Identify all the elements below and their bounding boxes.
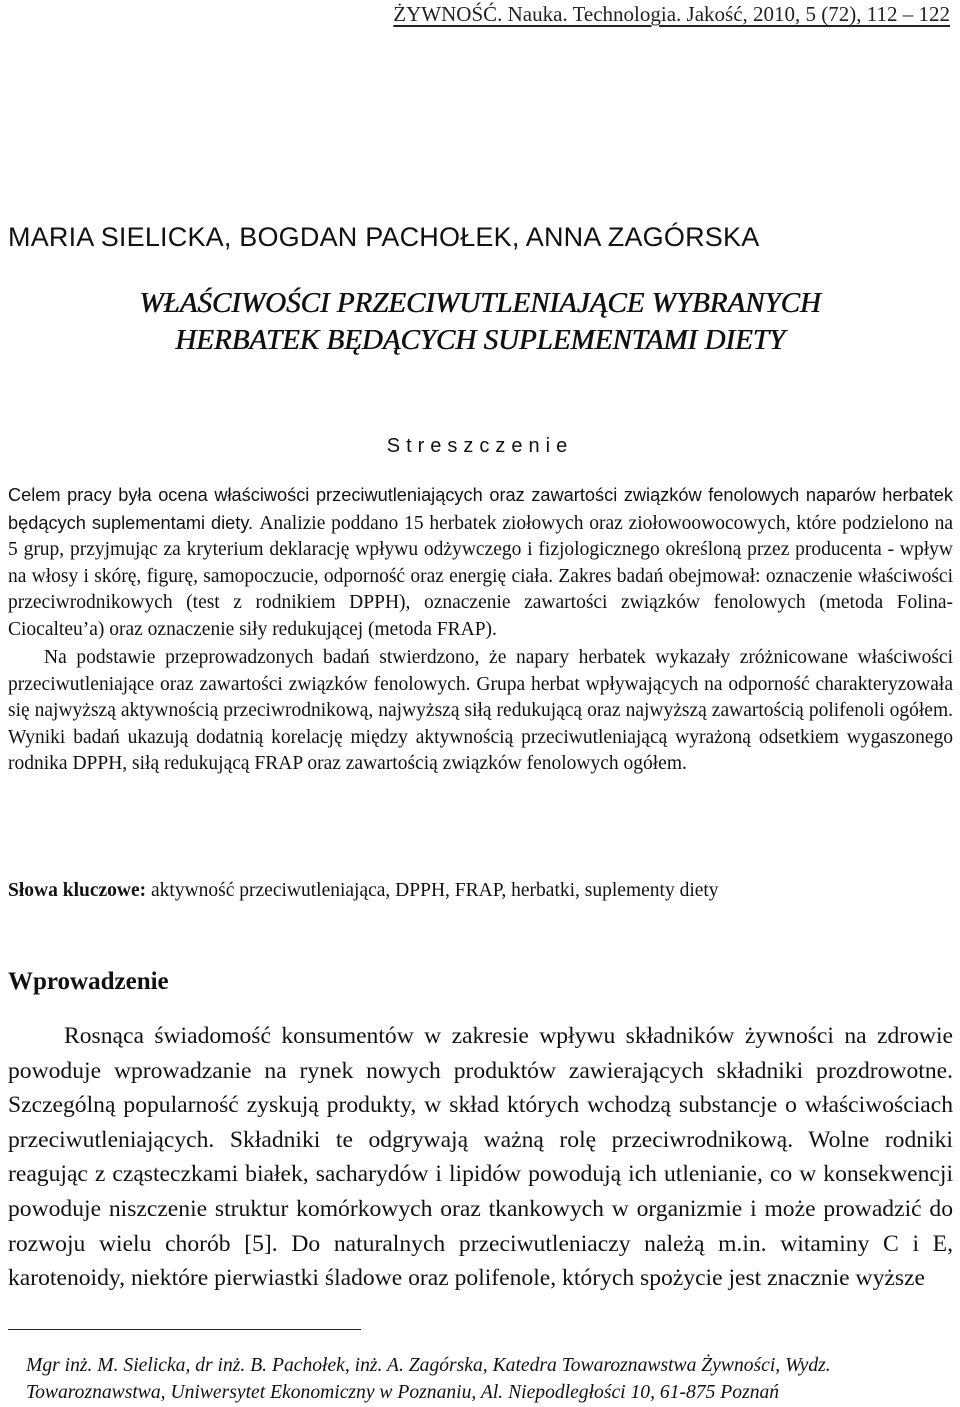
keywords-label: Słowa kluczowe: — [8, 880, 147, 901]
abstract-heading: Streszczenie — [386, 435, 574, 457]
authors: MARIA SIELICKA, BOGDAN PACHOŁEK, ANNA ZAGÓRSKA — [8, 222, 760, 252]
title-line-1: WŁAŚCIWOŚCI PRZECIWUTLENIAJĄCE WYBRANYCH — [139, 287, 821, 319]
intro-paragraph: Rosnąca świadomość konsumentów w zakresie wpływu składników żywności na zdrowie powoduje wprowadzanie na rynek nowych produktów zawierających składniki prozdrowotne. Szczególną popularność zyskują produkty, w skład których wchodzą substancje o właściwościach przeciwutleniających. Składniki te odgrywają ważną rolę przeciwrodnikową. Wolne rodniki reagując z cząsteczkami białek, sacharydów i lipidów powodują ich utlenianie, co w konsekwencji powoduje niszczenie struktur komórkowych oraz tkankowych w organizmie i może prowadzić do rozwoju wielu chorób [5]. Do naturalnych przeciwutleniaczy należą m.in. witaminy C i E, karotenoidy, niektóre pierwiastki śladowe oraz polifenole, których spożycie jest znacznie wyższe — [8, 1023, 953, 1292]
abstract-aim: Celem pracy była ocena właściwości przeciwutleniających oraz zawartości związków fenolowych naparów herbatek będących suplementami diety. — [8, 485, 953, 533]
keywords-text: aktywność przeciwutleniająca, DPPH, FRAP, herbatki, suplementy diety — [146, 880, 719, 901]
footnote-line-1: Mgr inż. M. Sielicka, dr inż. B. Pachołek, inż. A. Zagórska, Katedra Towaroznawstwa Żywności, Wydz. — [26, 1355, 831, 1376]
footnote-line-2: Towaroznawstwa, Uniwersytet Ekonomiczny w Poznaniu, Al. Niepodległości 10, 61-875 Poznań — [26, 1382, 780, 1403]
introduction-body — [8, 1019, 953, 1296]
footnote-rule — [8, 1329, 361, 1330]
title-line-2: HERBATEK BĘDĄCYCH SUPLEMENTAMI DIETY — [175, 324, 785, 356]
abstract-paragraph-1 — [8, 482, 953, 643]
keywords — [8, 880, 719, 902]
author-footnote — [26, 1352, 960, 1406]
article-title — [0, 285, 960, 359]
abstract — [8, 482, 953, 778]
section-heading-introduction: Wprowadzenie — [8, 968, 169, 995]
journal-header: ŻYWNOŚĆ. Nauka. Technologia. Jakość, 2010, 5 (72), 112 – 122 — [393, 2, 950, 26]
abstract-paragraph-2: Na podstawie przeprowadzonych badań stwierdzono, że napary herbatek wykazały zróżnicowane właściwości przeciwutleniające oraz zawartości związków fenolowych. Grupa herbat wpływających na odporność charakteryzowała się najwyższą aktywnością przeciwrodnikową, najwyższą siłą redukującą oraz najwyższą zawartością polifenoli ogółem. Wyniki badań ukazują dodatnią korelację między aktywnością przeciwutleniającą wyrażoną odsetkiem wygaszonego rodnika DPPH, siłą redukującą FRAP oraz zawartością związków fenolowych ogółem. — [8, 647, 953, 774]
abstract-methods: Analizie poddano 15 herbatek ziołowych oraz ziołowoowocowych, które podzielono na 5 grup, przyjmując za kryterium deklarację wpływu odżywczego i fizjologicznego określoną przez producenta - wpływ na włosy i skórę, figurę, samopoczucie, odporność oraz energię ciała. Zakres badań obejmował: oznaczenie właściwości przeciwrodnikowych (test z rodnikiem DPPH), oznaczenie zawartości związków fenolowych (metoda Folina-Ciocalteu’a) oraz oznaczenie siły redukującej (metoda FRAP). — [8, 512, 953, 640]
